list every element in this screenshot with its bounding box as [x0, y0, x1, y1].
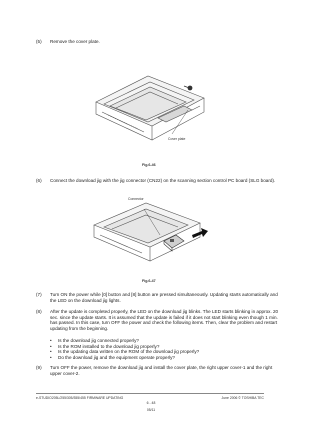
step-7-number: (7)	[36, 292, 42, 297]
screw-icon	[184, 86, 192, 91]
page-number: 6 - 48	[146, 401, 156, 405]
checklist-item: • Is the ROM installed to the download jig properly?	[50, 344, 280, 350]
page-subnumber: 05/11	[146, 408, 156, 412]
step-9-number: (9)	[36, 365, 42, 370]
step-5-text: Remove the cover plate.	[50, 39, 100, 44]
step-8-checklist	[50, 338, 280, 360]
step-5-number: (5)	[36, 39, 42, 44]
footer-divider	[36, 393, 264, 394]
step-8-number: (8)	[36, 309, 42, 314]
figure-6-46-label: Cover plate	[168, 137, 186, 141]
figure-6-46-illustration	[88, 62, 208, 147]
checklist-item: • Do the download jig and the equipment operate properly?	[50, 355, 280, 361]
footer-date: June 2006 © TOSHIBA TEC	[221, 396, 264, 400]
footer-title: e-STUDIO205L/255/305/355/455 FIRMWARE UPDATING	[36, 396, 124, 400]
figure-6-47-illustration	[88, 195, 210, 270]
step-8-text: After the update is completed properly, the LED on the download jig blinks. The LED starts blinking in approx. 20 sec. since the update starts. It is assumed that the update is failed if it does not start blinking even though 1 min. has passed. In this case, turn OFF the power and check the following items. Then, clear the problem and restart updating from the beginning.	[50, 309, 279, 331]
step-7-text: Turn ON the power while [0] button and [8] button are pressed simultaneously. Updating starts automatically and the LED on the download jig lights.	[50, 292, 278, 303]
checklist-item: • Is the updating data written on the ROM of the download jig properly?	[50, 349, 280, 355]
checklist-item: • Is the download jig connected properly?	[50, 338, 280, 344]
figure-6-47-label: Connector	[128, 197, 144, 201]
step-9-text: Turn OFF the power, remove the download jig and install the cover plate, the right upper cover-1 and the right upper cover-2.	[50, 365, 273, 376]
step-6-number: (6)	[36, 178, 42, 183]
step-6-text: Connect the download jig with the jig connector (CN22) on the scanning section control PC board (SLG board).	[50, 178, 276, 183]
figure-6-47-caption: Fig.6-47	[142, 279, 156, 283]
figure-6-46-caption: Fig.6-46	[142, 163, 156, 167]
